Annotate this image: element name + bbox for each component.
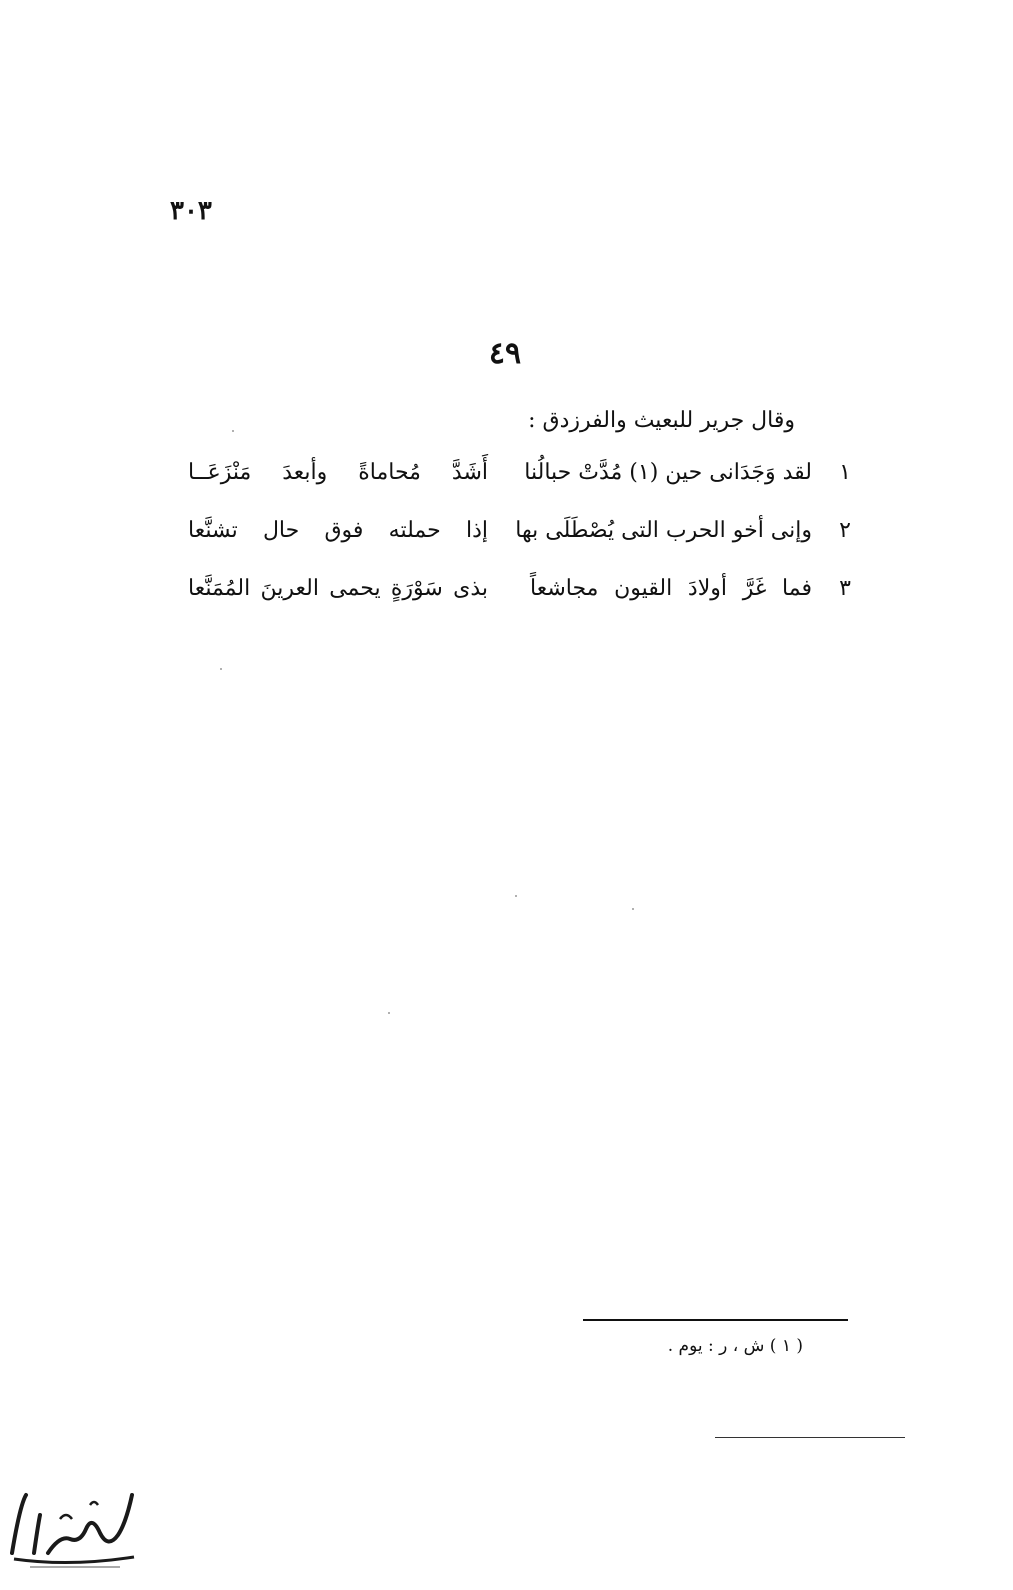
- footnote: ( ١ ) ش ، ر : يوم .: [667, 1336, 803, 1356]
- scan-speck: [388, 1012, 390, 1014]
- verse-line-3: [180, 576, 860, 616]
- verse-line-2: [180, 518, 860, 558]
- second-hemistich: إذا حملته فوق حال تشنَّعا: [188, 518, 488, 543]
- poem-number: ٤٩: [488, 336, 522, 371]
- calligraphic-seal-icon: [0, 1475, 145, 1575]
- first-hemistich: وإنى أخو الحرب التى يُصْطَلَى بها: [515, 518, 812, 543]
- scan-speck: [220, 668, 222, 670]
- scan-speck: [515, 895, 517, 897]
- second-hemistich: أَشَدَّ مُحاماةً وأبعدَ مَنْزَعَــا: [188, 460, 488, 485]
- first-hemistich: لقد وَجَدَانى حين (١) مُدَّتْ حبالُنا: [524, 460, 812, 485]
- page-number: ٣٠٣: [170, 196, 212, 226]
- verse-number: ٣: [839, 576, 851, 601]
- poem-intro: وقال جرير للبعيث والفرزدق :: [528, 408, 795, 433]
- footnote-separator: [583, 1319, 848, 1321]
- scan-speck: [632, 908, 634, 910]
- first-hemistich: فما غَرَّ أولادَ القيون مجاشعاً: [530, 576, 812, 601]
- verse-line-1: [180, 460, 860, 500]
- second-hemistich: بذى سَوْرَةٍ يحمى العرينَ المُمَنَّعا: [188, 576, 488, 601]
- verse-number: ٢: [839, 518, 851, 543]
- verse-number: ١: [839, 460, 851, 485]
- bottom-divider: [715, 1437, 905, 1438]
- scan-speck: [232, 430, 234, 432]
